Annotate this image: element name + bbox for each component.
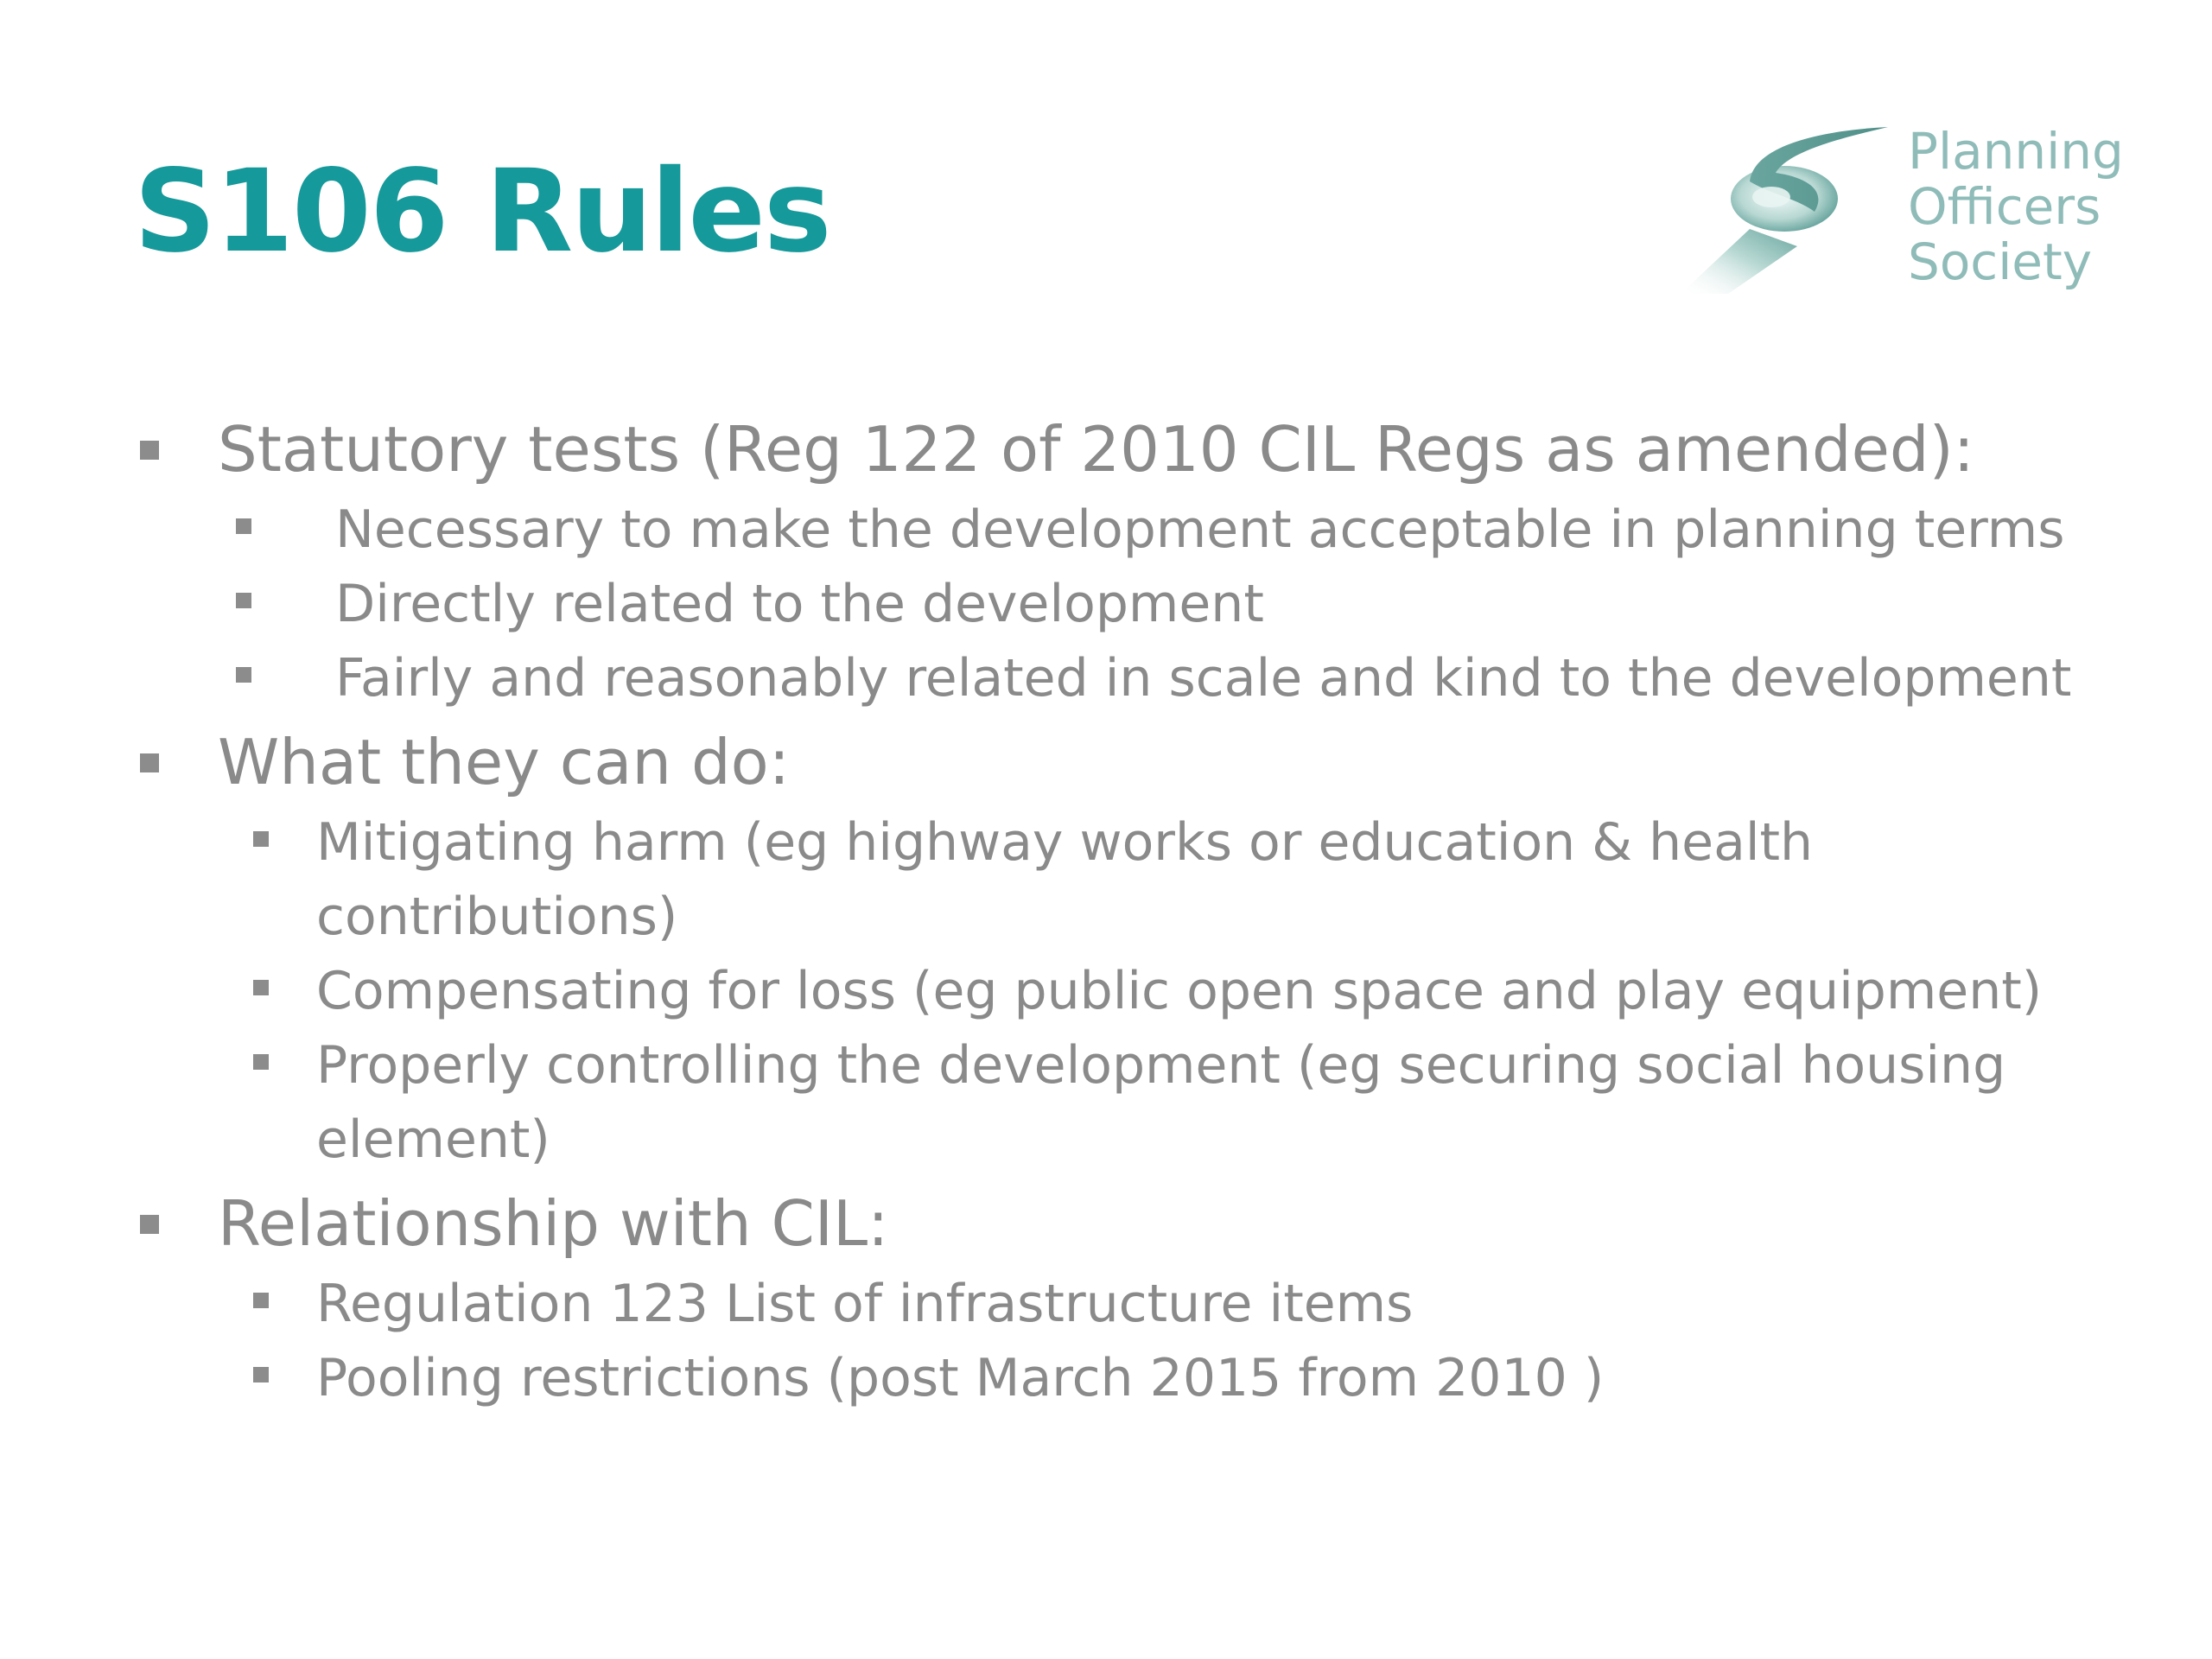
list-item-text: Regulation 123 List of infrastructure items bbox=[316, 1274, 1414, 1334]
square-bullet-icon bbox=[253, 1054, 269, 1070]
square-bullet-icon bbox=[253, 1293, 269, 1308]
square-bullet-icon bbox=[236, 593, 251, 608]
list-item-text: Properly controlling the development (eg securing social housing bbox=[316, 1035, 2006, 1096]
section-heading: Statutory tests (Reg 122 of 2010 CIL Regs as amended): bbox=[218, 413, 1974, 486]
list-item-text-continuation: element) bbox=[316, 1109, 550, 1170]
list-item-text: Compensating for loss (eg public open space and play equipment) bbox=[316, 961, 2043, 1021]
list-item-text: Fairly and reasonably related in scale and kind to the development bbox=[335, 648, 2072, 709]
square-bullet-icon bbox=[236, 518, 251, 534]
slide-title: S106 Rules bbox=[134, 145, 830, 278]
square-bullet-icon bbox=[253, 1367, 269, 1382]
logo-line-officers: Officers bbox=[1908, 177, 2101, 236]
square-bullet-icon bbox=[253, 831, 269, 847]
square-bullet-icon bbox=[236, 667, 251, 683]
section-heading: Relationship with CIL: bbox=[218, 1187, 889, 1260]
square-bullet-icon bbox=[140, 753, 159, 772]
section-heading: What they can do: bbox=[218, 726, 790, 798]
square-bullet-icon bbox=[140, 1215, 159, 1234]
list-item-text: Necessary to make the development acceptable in planning terms bbox=[335, 499, 2065, 560]
list-item-text-continuation: contributions) bbox=[316, 887, 678, 947]
list-item-text: Directly related to the development bbox=[335, 574, 1264, 634]
list-item-text: Pooling restrictions (post March 2015 from 2010 ) bbox=[316, 1348, 1605, 1408]
logo-line-society: Society bbox=[1908, 232, 2093, 291]
logo-line-planning: Planning bbox=[1908, 122, 2124, 181]
square-bullet-icon bbox=[140, 441, 159, 460]
square-bullet-icon bbox=[253, 980, 269, 995]
list-item-text: Mitigating harm (eg highway works or education & health bbox=[316, 812, 1814, 873]
